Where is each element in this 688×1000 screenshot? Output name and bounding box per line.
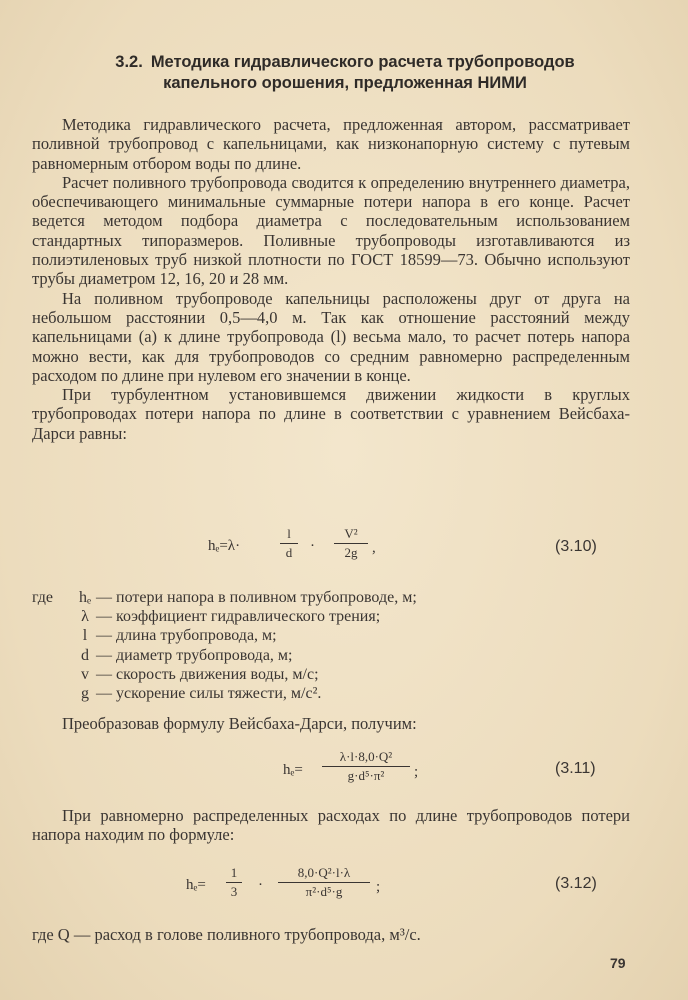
equation-number-3-10: (3.10) bbox=[555, 538, 597, 555]
legend-row bbox=[32, 607, 630, 626]
transition-3-11: Преобразовав формулу Вейсбаха-Дарси, получим: bbox=[62, 714, 417, 733]
section-number: 3.2. bbox=[115, 53, 143, 71]
formula-3-12-f2-num: 8,0·Q²·l·λ bbox=[278, 865, 370, 883]
transition-3-12: При равномерно распределенных расходах по длине трубопроводов потери напора находим по формуле: bbox=[32, 806, 630, 845]
legend-description: потери напора в поливном трубопроводе, м; bbox=[116, 589, 417, 606]
legend-description: коэффициент гидравлического трения; bbox=[116, 608, 381, 626]
legend-symbol: hₑ bbox=[78, 589, 92, 606]
formula-3-10-f1-den: d bbox=[285, 545, 293, 560]
legend-symbol: d bbox=[81, 646, 89, 664]
legend-lead: где bbox=[32, 589, 54, 606]
formula-3-10-f2-den: 2g bbox=[344, 545, 358, 560]
formula-3-11-den: g·d⁵·π² bbox=[347, 768, 385, 783]
formula-3-11-lhs: hₑ= bbox=[283, 762, 303, 778]
formula-3-12-fraction-1 bbox=[226, 865, 242, 900]
formula-3-10-tail: , bbox=[372, 540, 376, 556]
formula-3-10-fraction-1 bbox=[280, 526, 298, 561]
legend-text bbox=[96, 607, 380, 626]
legend-dash: — bbox=[96, 646, 112, 664]
legend-dash: — bbox=[96, 627, 112, 645]
body-paragraphs bbox=[32, 115, 630, 443]
legend-description: длина трубопровода, м; bbox=[116, 627, 277, 645]
legend-row bbox=[32, 665, 630, 684]
formula-3-12-dot: · bbox=[258, 877, 263, 893]
legend-text bbox=[96, 626, 277, 645]
equation-number-3-12: (3.12) bbox=[555, 875, 597, 892]
formula-3-12-tail: ; bbox=[376, 879, 381, 895]
legend-symbol: g bbox=[81, 684, 89, 702]
formula-3-12-f1-den: 3 bbox=[230, 884, 238, 899]
legend-dash: — bbox=[96, 684, 112, 702]
transition-3-12-block bbox=[32, 806, 630, 845]
legend-dash: — bbox=[96, 589, 112, 606]
legend-description: ускорение силы тяжести, м/с². bbox=[116, 684, 322, 702]
formula-3-12-f2-den: π²·d⁵·g bbox=[305, 884, 343, 899]
formula-3-11-num: λ·l·8,0·Q² bbox=[322, 749, 410, 767]
section-title-line2: капельного орошения, предложенная НИМИ bbox=[163, 74, 527, 92]
legend-row bbox=[32, 646, 630, 665]
legend-description: диаметр трубопровода, м; bbox=[116, 646, 293, 664]
legend-row bbox=[32, 626, 630, 645]
final-definition-line: где Q — расход в голове поливного трубопровода, м³/с. bbox=[32, 925, 421, 944]
paragraph-3: На поливном трубопроводе капельницы расположены друг от друга на небольшом расстоянии 0,5—4,0 м. Так как отношение расстояний между капельницами (а) к длине трубопровода (l) весьма мало, то расчет потерь напора можно вести, как для трубопроводов со средним равномерно распределенным расходом по длине при нулевом его значении в конце. bbox=[32, 288, 630, 385]
formula-3-12-lhs: hₑ= bbox=[186, 877, 206, 893]
transition-3-11-block bbox=[32, 714, 630, 733]
page-number: 79 bbox=[610, 955, 626, 971]
formula-3-12-fraction-2 bbox=[278, 865, 370, 900]
legend-text bbox=[96, 665, 319, 684]
legend-text bbox=[96, 684, 321, 703]
legend-row bbox=[32, 684, 630, 703]
legend-dash: — bbox=[96, 665, 112, 683]
equation-number-3-11: (3.11) bbox=[555, 760, 596, 777]
section-title-line1: Методика гидравлического расчета трубопроводов bbox=[150, 53, 575, 71]
formula-3-11-tail: ; bbox=[414, 764, 419, 780]
legend-symbol: l bbox=[82, 627, 88, 645]
formula-3-10-f1-num: l bbox=[280, 526, 298, 544]
legend-symbol: λ bbox=[81, 608, 89, 626]
legend-row bbox=[32, 588, 630, 607]
formula-3-10-dot: · bbox=[310, 538, 315, 554]
formula-3-10-fraction-2 bbox=[334, 526, 368, 561]
legend-text bbox=[96, 646, 292, 665]
formula-3-10-lhs: hₑ=λ· bbox=[208, 538, 241, 554]
legend-dash: — bbox=[96, 608, 112, 626]
legend-description: скорость движения воды, м/с; bbox=[116, 665, 319, 683]
variable-legend bbox=[32, 588, 630, 703]
section-heading bbox=[60, 52, 630, 94]
legend-text bbox=[96, 588, 417, 607]
formula-3-12-f1-num: 1 bbox=[226, 865, 242, 883]
paragraph-4: При турбулентном установившемся движении жидкости в круглых трубопроводах потери напора по длине в соответствии с уравнением Вейсбаха-Дарси равны: bbox=[32, 385, 630, 443]
legend-symbol: v bbox=[81, 665, 89, 683]
paragraph-2: Расчет поливного трубопровода сводится к определению внутреннего диаметра, обеспечивающего минимальные суммарные потери напора в его конце. Расчет ведется методом подбора диаметра с последовательным использованием стандартных типоразмеров. Поливные трубопроводы изготавливаются из полиэтиленовых труб низкой плотности по ГОСТ 18599—73. Обычно используют трубы диаметром 12, 16, 20 и 28 мм. bbox=[32, 172, 630, 289]
formula-3-10-f2-num: V² bbox=[334, 526, 368, 544]
paragraph-1: Методика гидравлического расчета, предложенная автором, рассматривает поливной трубопровод с капельницами, как низконапорную систему с путевым равномерным отбором воды по длине. bbox=[32, 115, 630, 173]
formula-3-11-fraction bbox=[322, 749, 410, 784]
